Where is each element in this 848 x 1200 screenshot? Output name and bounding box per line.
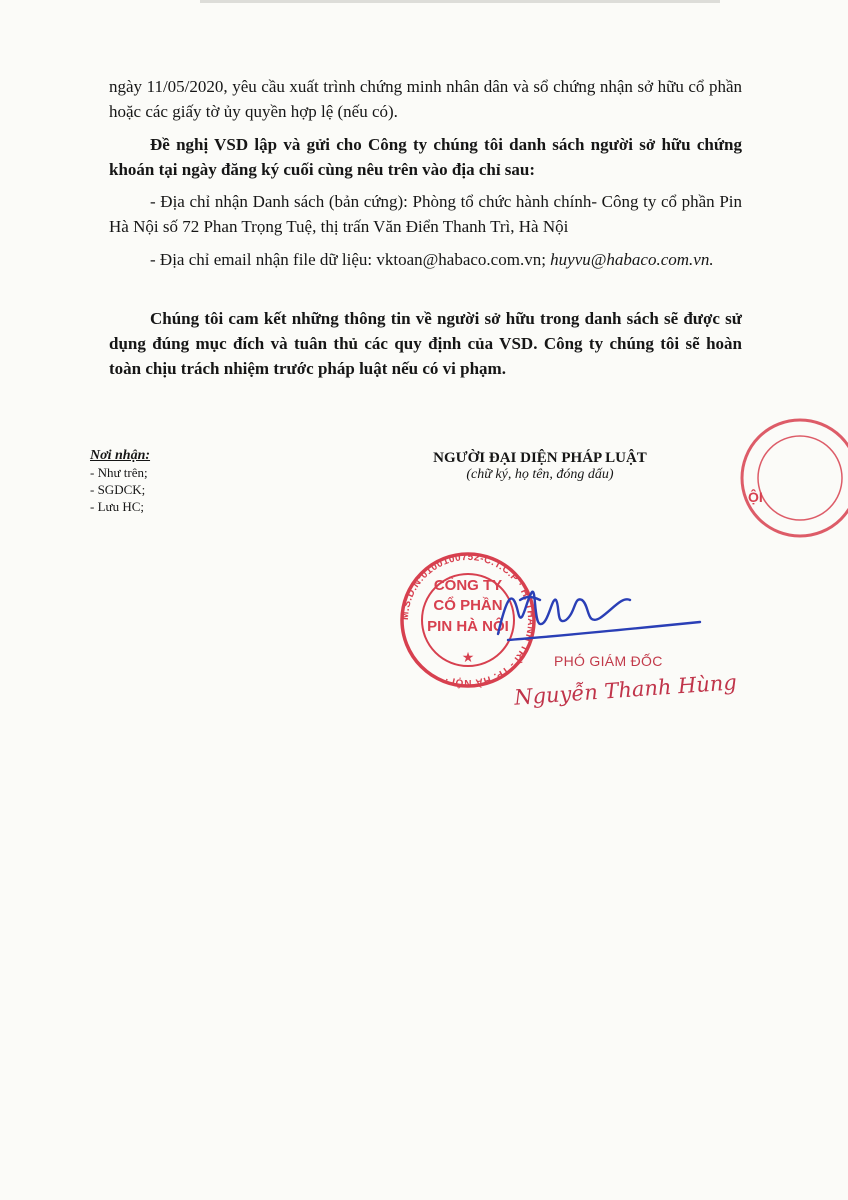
recipient-item: - Lưu HC;	[90, 499, 144, 514]
paragraph-text: ngày 11/05/2020, yêu cầu xuất trình chứng minh nhân dân và sổ chứng nhận sở hữu cổ phần hoặc các giấy tờ ủy quyền hợp lệ (nếu có).	[109, 77, 742, 121]
svg-text:ỘI: ỘI	[748, 489, 763, 505]
paragraph-text: Đề nghị VSD lập và gửi cho Công ty chúng tôi danh sách người sở hữu chứng khoán tại ngày đăng ký cuối cùng nêu trên vào địa chỉ sau:	[109, 135, 742, 179]
recipient-item: - Như trên;	[90, 465, 148, 480]
email-secondary: huyvu@habaco.com.vn.	[550, 250, 714, 269]
signatory-name: Nguyễn Thanh Hùng	[513, 670, 738, 710]
recipient-item: - SGDCK;	[90, 482, 146, 497]
email-lead: - Địa chỉ email nhận file dữ liệu: vktoan@habaco.com.vn;	[150, 250, 551, 269]
seal-line-3: PIN HÀ NỘI	[427, 618, 509, 635]
signature-note: (chữ ký, họ tên, đóng dấu)	[466, 467, 614, 482]
signatory-role: NGƯỜI ĐẠI DIỆN PHÁP LUẬT	[433, 450, 647, 466]
seal-ring-text: M.S.D.N:0100100752-C.T.C.P · H. THANH TRÌ - TP. HÀ NỘI ·	[399, 551, 537, 689]
seal-line-2: CỔ PHẦN	[433, 597, 503, 614]
edge-seal	[742, 420, 848, 536]
seal-star: ★	[461, 651, 475, 666]
paragraph-text: Chúng tôi cam kết những thông tin về người sở hữu trong danh sách sẽ được sử dụng đúng mục đích và tuân thủ các quy định của VSD. Công ty chúng tôi sẽ hoàn toàn chịu trách nhiệm trước pháp luật nếu có vi phạm.	[109, 309, 742, 378]
recipients-title: Nơi nhận:	[90, 448, 151, 463]
paragraph-text: - Địa chỉ nhận Danh sách (bản cứng): Phòng tổ chức hành chính- Công ty cổ phần Pin Hà Nội số 72 Phan Trọng Tuệ, thị trấn Văn Điển Thanh Trì, Hà Nội	[109, 192, 742, 236]
seal-line-1: CÔNG TY	[433, 577, 503, 594]
signatory-position: PHÓ GIÁM ĐỐC	[554, 653, 663, 669]
company-seal	[400, 552, 536, 690]
